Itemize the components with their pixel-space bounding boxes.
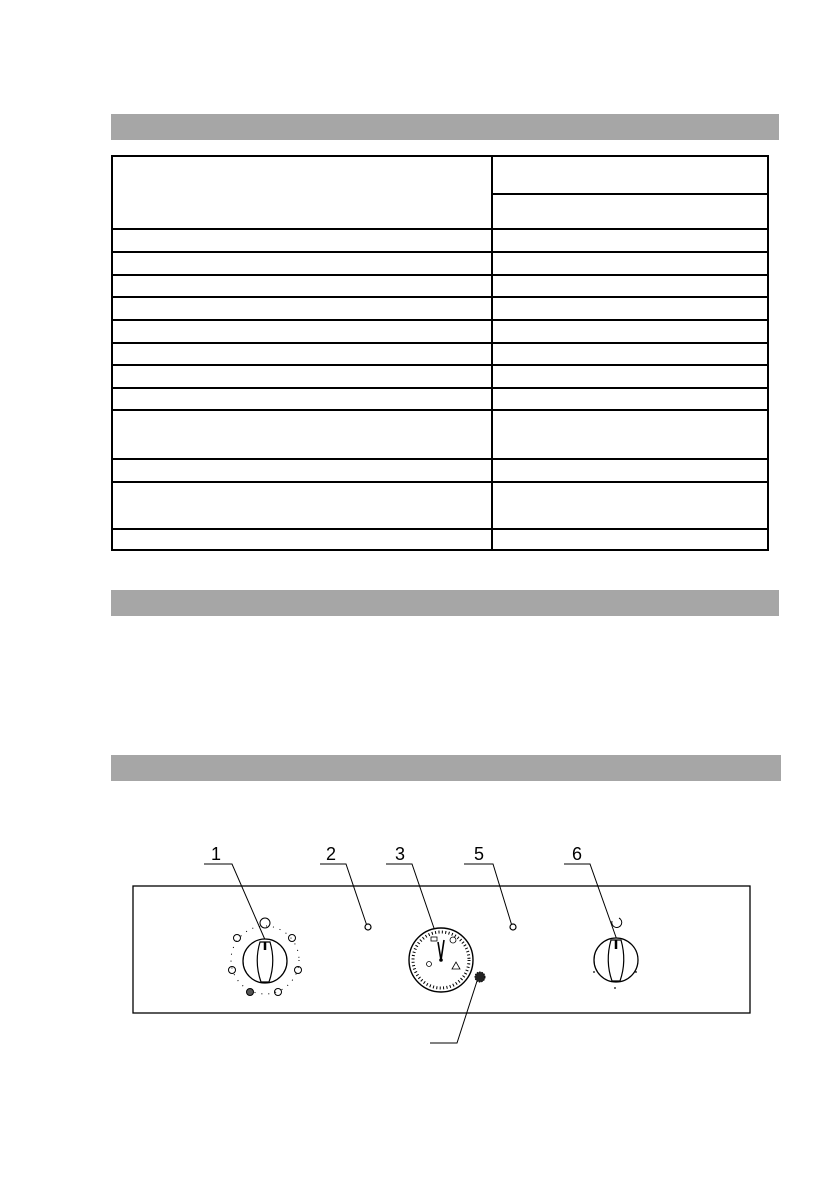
table-cell-value [492,252,768,275]
control-panel-diagram [0,830,839,1060]
table-cell-value [492,365,768,388]
timer-clock[interactable] [409,928,473,992]
callout-label-2: 2 [325,844,337,864]
table-cell-value [492,388,768,410]
table-row [112,252,768,275]
table-row [112,320,768,343]
table-cell-label [112,365,492,388]
table-row [112,482,768,529]
callout-label-3: 3 [394,844,406,864]
table-cell-value [492,229,768,252]
table-cell-label [112,320,492,343]
table-header-cell-right-top [492,156,768,194]
light-icon [247,989,254,996]
table-cell-label [112,388,492,410]
callout-label-5: 5 [473,844,485,864]
table-cell-label [112,459,492,482]
section-header-bar-2 [111,590,779,616]
table-cell-label [112,343,492,365]
indicator-light-5 [510,924,516,930]
knob-6-scale-dot-bottom [614,987,616,989]
table-header-cell-left [112,156,492,229]
table-cell-value [492,320,768,343]
clock-center-pin [439,958,443,962]
table-row [112,275,768,297]
clock-adjust-button[interactable] [475,972,485,982]
table-cell-label [112,297,492,320]
table-cell-value [492,275,768,297]
callout-label-6: 6 [571,844,583,864]
knob-6-scale-dot-left [593,971,595,973]
table-row [112,229,768,252]
table-row [112,343,768,365]
table-cell-value [492,459,768,482]
table-cell-label [112,482,492,529]
table-row [112,459,768,482]
table-header-row [112,156,768,194]
table-row [112,529,768,550]
table-row [112,297,768,320]
table-cell-value [492,482,768,529]
table-cell-value [492,297,768,320]
table-cell-label [112,275,492,297]
table-cell-label [112,229,492,252]
callout-label-1: 1 [210,844,222,864]
table-cell-value [492,529,768,550]
table-row [112,410,768,459]
table-header-cell-right-bottom [492,194,768,229]
table-row [112,365,768,388]
table-cell-value [492,343,768,365]
table-cell-label [112,252,492,275]
section-header-bar-1 [111,114,779,140]
indicator-light-2 [365,924,371,930]
table-row [112,388,768,410]
specification-table [111,155,769,551]
table-cell-value [492,410,768,459]
table-cell-label [112,529,492,550]
table-cell-label [112,410,492,459]
section-header-bar-3 [111,755,781,781]
